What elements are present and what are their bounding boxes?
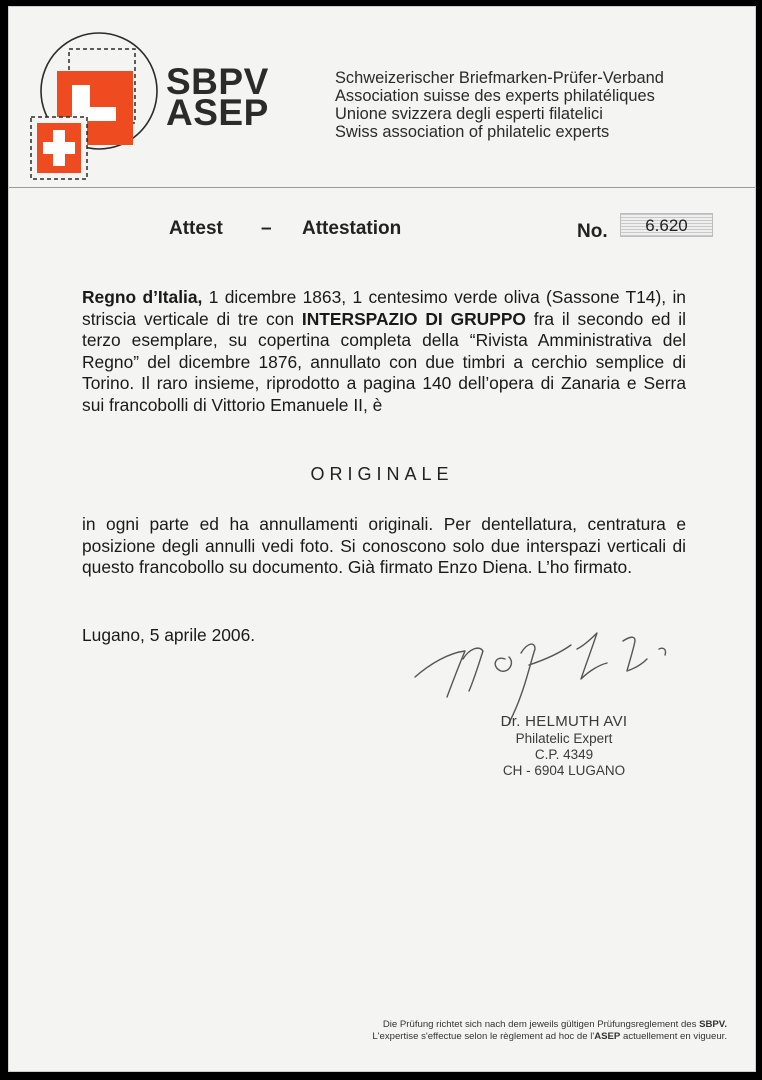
header-divider: [9, 187, 755, 188]
expert-po-box: C.P. 4349: [534, 747, 594, 762]
verdict-originale: ORIGINALE: [310, 464, 454, 484]
footer-line-fr: [372, 1031, 727, 1043]
stamp-country: Regno d’Italia,: [82, 287, 203, 307]
title-attest: Attest: [169, 218, 223, 239]
footer-line-fr-text-b: actuellement en vigueur.: [620, 1031, 727, 1042]
footer-line-de: [372, 1019, 727, 1031]
footer-line-fr-bold: ASEP: [594, 1031, 621, 1042]
description-part1: 1 dicembre 1863, 1 centesimo verde oliva (Sassone T14), in striscia verticale di tre con: [82, 287, 686, 329]
association-names: [335, 69, 664, 141]
expert-address: CH - 6904 LUGANO: [502, 763, 626, 778]
abbr-asep: ASEP: [166, 92, 269, 133]
abbr-sbpv: SBPV: [166, 61, 269, 102]
sbpv-logo-icon: [17, 21, 185, 189]
association-name-en: Swiss association of philatelic experts: [335, 123, 610, 141]
variety-highlight: INTERSPAZIO DI GRUPPO: [301, 308, 526, 329]
expert-stamp: [479, 713, 649, 779]
footer-line-fr-text-a: L'expertise s'effectue selon le règlement ad hoc de l': [372, 1031, 595, 1042]
title-attestation: Attestation: [302, 218, 402, 239]
expert-name: Dr. HELMUTH AVI: [500, 713, 628, 730]
certificate-paper: [8, 6, 756, 1072]
letterhead: [9, 7, 755, 189]
title-dash: –: [261, 218, 272, 239]
footer-line-de-bold: SBPV.: [699, 1019, 727, 1030]
expert-title: Philatelic Expert: [515, 731, 613, 746]
description-part2: fra il secondo ed il terzo esemplare, su copertina completa della “Rivista Amministrativa del Regno” del dicembre 1876, annullato con due timbri a cerchio semplice di Torino. Il raro insieme, riprodotto a pagina 140 dell’opera di Zanaria e Serra sui francobolli di Vittorio Emanuele II, è: [82, 308, 686, 415]
association-name-it: Unione svizzera degli esperti filatelici: [335, 105, 603, 123]
place-date: Lugano, 5 aprile 2006.: [82, 625, 256, 645]
association-name-de: Schweizerischer Briefmarken-Prüfer-Verband: [335, 69, 664, 87]
condition-paragraph: in ogni parte ed ha annullamenti originali. Per dentellatura, centratura e posizione degli annulli vedi foto. Si conoscono solo due interspazi verticali di questo francobollo su documento. Già firmato Enzo Diena. L’ho firmato.: [82, 514, 686, 577]
footer-note: [372, 1019, 727, 1043]
association-name-fr: Association suisse des experts philatéliques: [335, 87, 655, 105]
footer-line-de-text: Die Prüfung richtet sich nach dem jeweils gültigen Prüfungsreglement des: [382, 1019, 700, 1030]
certificate-number-label: No.: [577, 221, 608, 242]
certificate-number: 6.620: [620, 213, 713, 237]
description-paragraph: [82, 287, 686, 416]
